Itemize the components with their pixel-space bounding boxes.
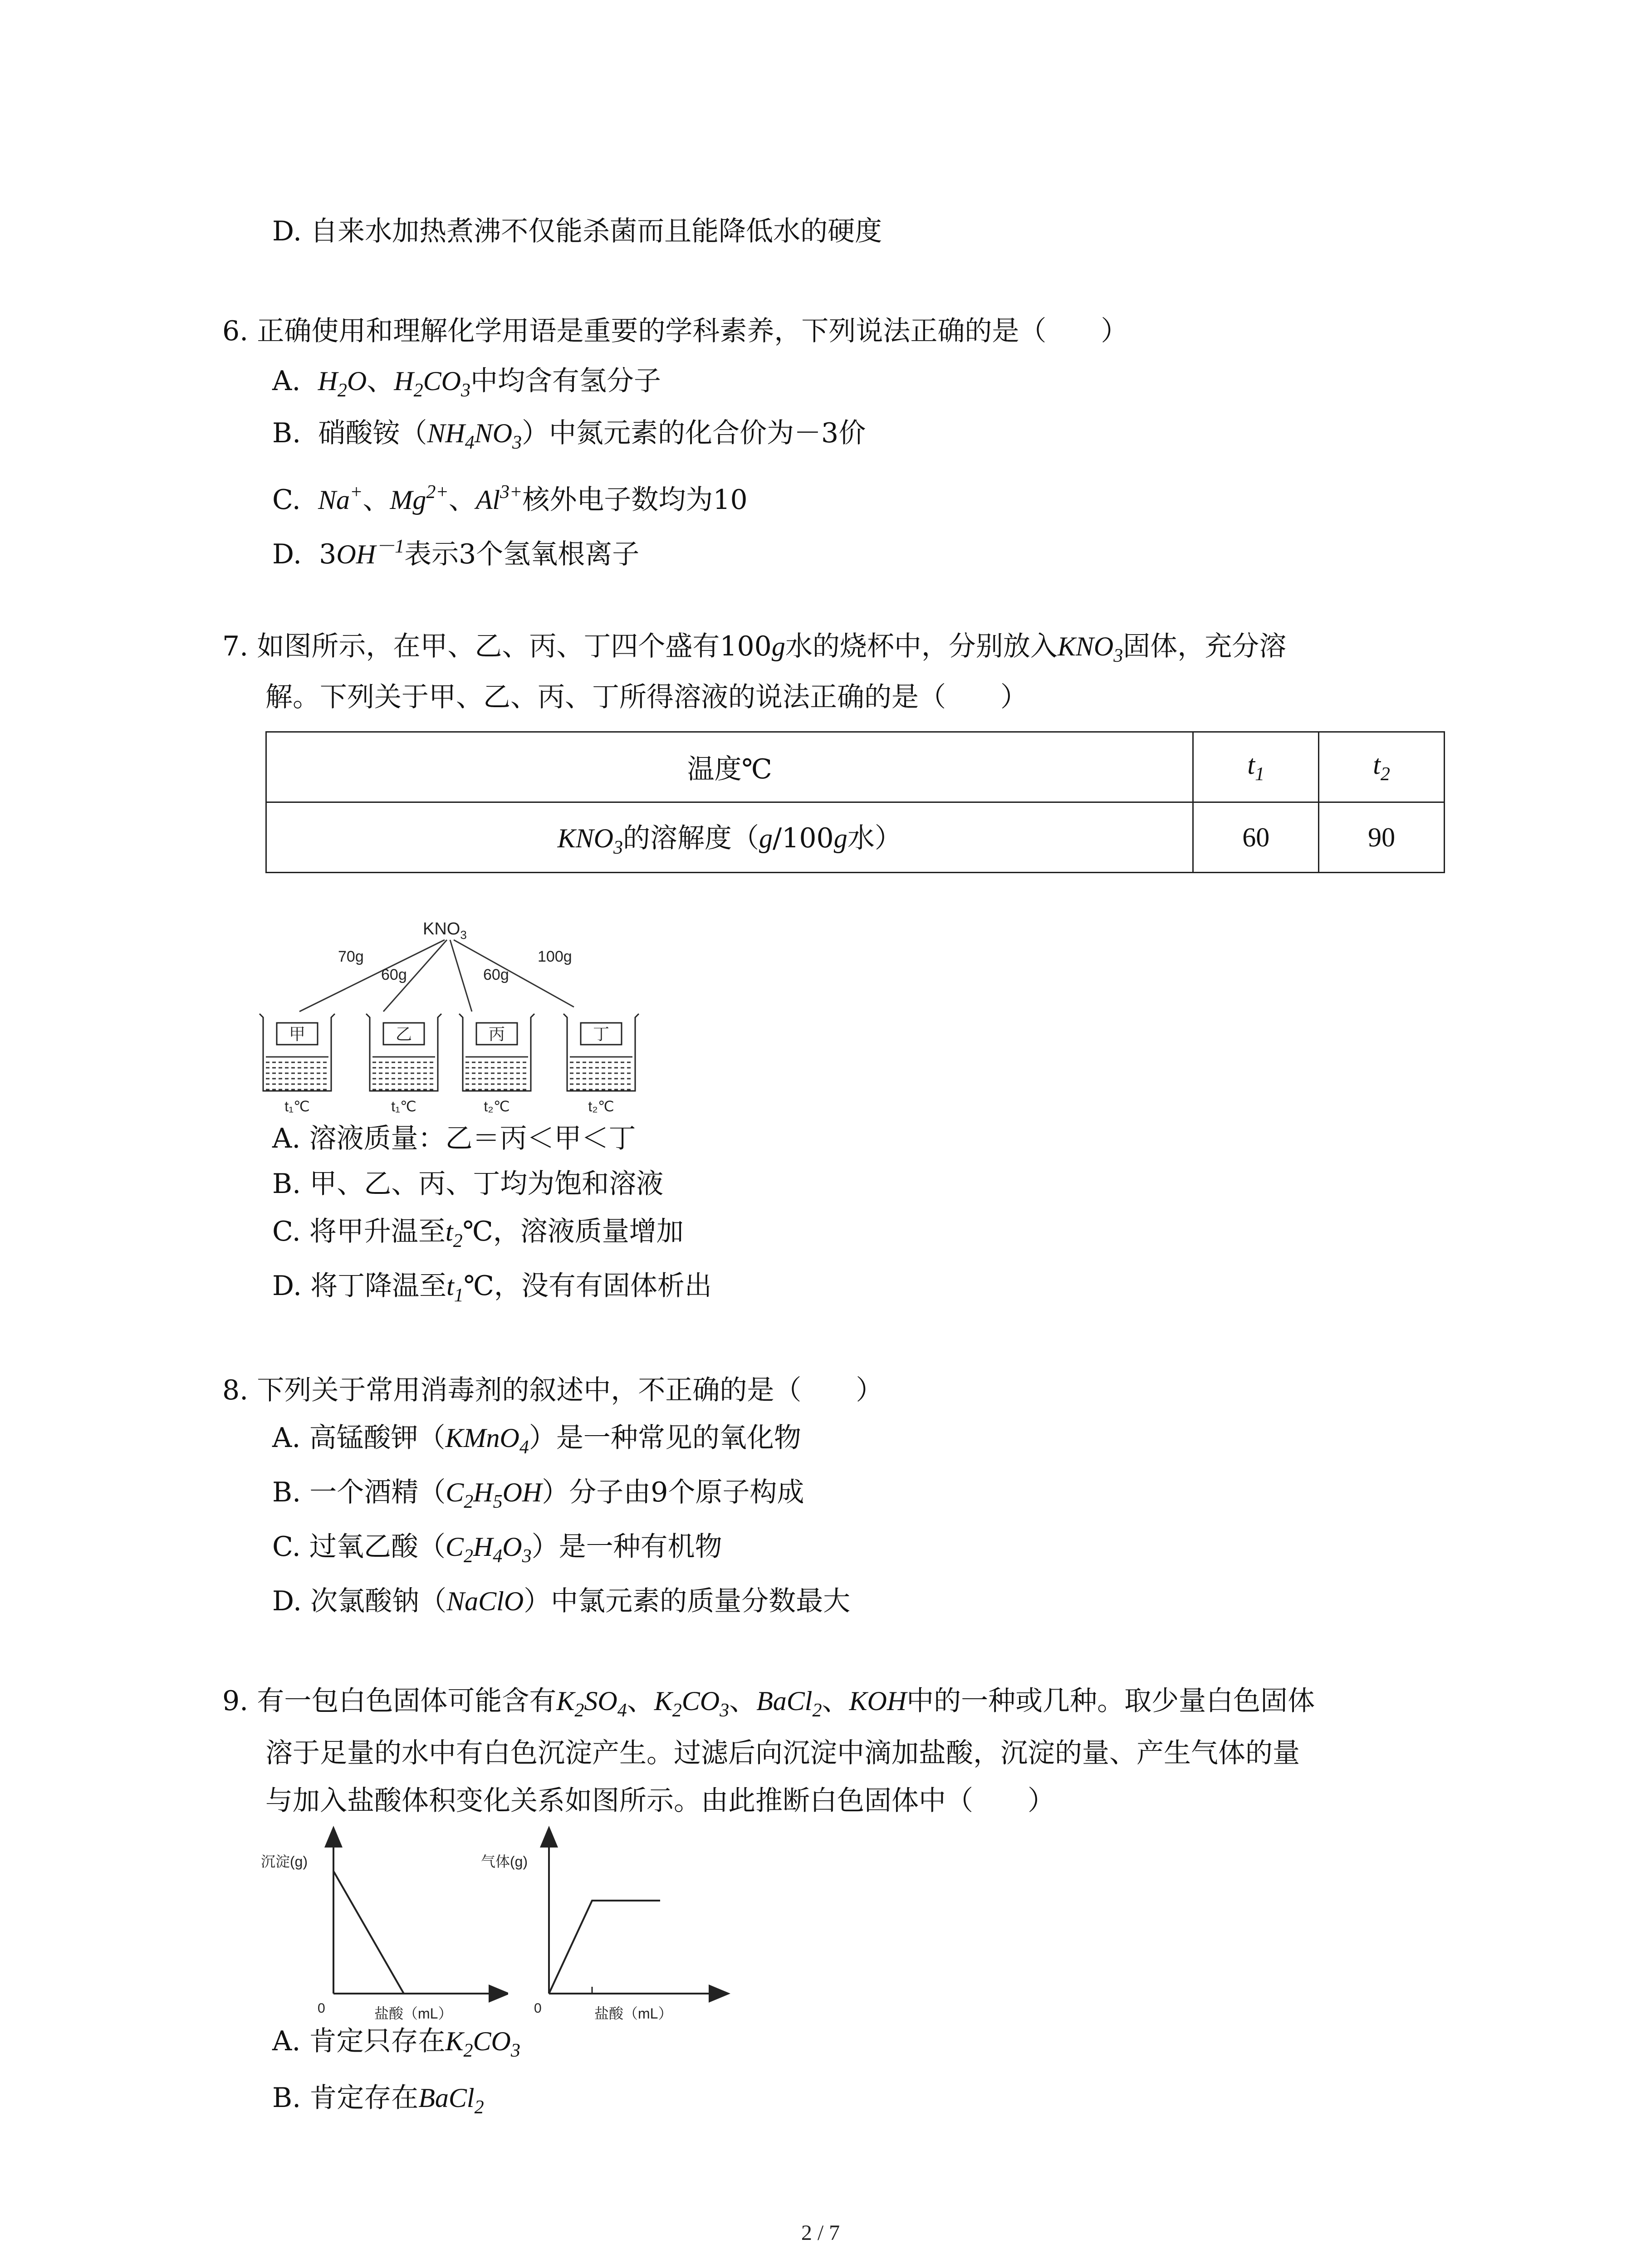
q6-option-c: C. Na+、$Mg^{2+}$、$Al^{3+}$核外电子数均为10 — [272, 482, 748, 516]
table-cell-t2: 90 — [1319, 802, 1445, 873]
table-header-temp: 温度℃ — [266, 732, 1193, 802]
amount-jia: 70g — [338, 948, 364, 965]
q6-option-a: A. $H_2O$、$H_2CO_3$中均含有氢分子 — [272, 365, 661, 401]
page-number: 2 / 7 — [801, 2221, 840, 2245]
beaker-3 — [459, 1014, 534, 1114]
q8-option-c: C. 过氧乙酸$(C_2H_4O_3)$是一种有机物 — [272, 1531, 722, 1567]
q7-option-a: A. 溶液质量：乙＝丙＜甲＜丁 — [272, 1123, 636, 1154]
beaker-temp: t₁℃ — [391, 1098, 416, 1114]
q6-stem: 6. 正确使用和理解化学用语是重要的学科素养，下列说法正确的是（ ） — [222, 315, 1128, 347]
table-row-label: $KNO_3$的溶解度（g/100g水） — [266, 802, 1193, 873]
beaker-4 — [563, 1014, 639, 1114]
q7-option-d: D. 将丁降温至$t_1℃$，没有有固体析出 — [272, 1270, 712, 1306]
beaker-label: 甲 — [289, 1025, 306, 1043]
table-cell-t1: 60 — [1193, 802, 1319, 873]
beaker-temp: t₁℃ — [284, 1098, 310, 1114]
beakers-figure — [254, 912, 662, 1129]
q9-option-a: A. 肯定只存在$K_2CO_3$ — [272, 2025, 520, 2061]
q9-stem-line2: 溶于足量的水中有白色沉淀产生。过滤后向沉淀中滴加盐酸，沉淀的量、产生气体的量 — [265, 1737, 1300, 1769]
q8-stem: 8. 下列关于常用消毒剂的叙述中，不正确的是（ ） — [222, 1374, 883, 1406]
gas-ylabel: 气体(g) — [481, 1853, 528, 1870]
q6-option-b: B. 硝酸铵$(NH_4NO_3)$中氮元素的化合价为－3价 — [272, 417, 866, 453]
beaker-temp: t₂℃ — [588, 1098, 614, 1114]
beaker-temp: t₂℃ — [484, 1098, 510, 1114]
precipitate-xlabel: 盐酸（mL） — [374, 2005, 453, 2022]
beaker-label: 丁 — [593, 1025, 610, 1043]
gas-xlabel: 盐酸（mL） — [594, 2005, 673, 2022]
amount-ding: 100g — [538, 948, 572, 965]
q8-option-a: A. 高锰酸钾（KMnO$_4$）是一种常见的氧化物 — [272, 1422, 801, 1458]
beaker-1 — [260, 1014, 335, 1114]
precipitate-origin: 0 — [318, 2001, 325, 2016]
beaker-2 — [366, 1014, 441, 1114]
q7-option-b: B. 甲、乙、丙、丁均为饱和溶液 — [272, 1168, 664, 1200]
gas-origin: 0 — [534, 2001, 542, 2016]
amount-bing: 60g — [483, 966, 509, 983]
kno3-label: $KNO_3$ — [423, 919, 467, 942]
q7-option-c: C. 将甲升温至$t_2℃$，溶液质量增加 — [272, 1216, 684, 1251]
table-header-t2: $t_2$ — [1319, 732, 1445, 802]
q9-stem-line1: 9. 有一包白色固体可能含有$K_2SO_4$、$K_2CO_3$、BaCl$_2$、KOH中的一种或几种。取少量白色固体 — [222, 1685, 1315, 1721]
q5-option-d: D. 自来水加热煮沸不仅能杀菌而且能降低水的硬度 — [272, 215, 882, 247]
q8-option-d: D. 次氯酸钠（NaClO）中氯元素的质量分数最大 — [272, 1585, 851, 1617]
q9-option-b: B. 肯定存在BaCl$_2$ — [272, 2082, 484, 2118]
amount-yi: 60g — [381, 966, 407, 983]
q7-stem-line1: 7. 如图所示，在甲、乙、丙、丁四个盛有100g水的烧杯中，分别放入$KNO_3$固体，充分溶 — [222, 631, 1287, 666]
precipitate-ylabel: 沉淀(g) — [261, 1853, 308, 1870]
q6-option-d: D. $3OH^{-1}$表示3个氢氧根离子 — [272, 536, 640, 570]
q8-option-b: B. 一个酒精$(C_2H_5OH)$分子由9个原子构成 — [272, 1476, 804, 1512]
q7-stem-line2: 解。下列关于甲、乙、丙、丁所得溶液的说法正确的是（ ） — [265, 681, 1028, 713]
solubility-table — [265, 731, 1445, 873]
gas-graph — [479, 1826, 733, 2025]
table-header-t1: $t_1$ — [1193, 732, 1319, 802]
beaker-label: 乙 — [395, 1025, 412, 1043]
precipitate-graph — [254, 1826, 508, 2025]
beaker-label: 丙 — [488, 1025, 505, 1043]
q9-stem-line3: 与加入盐酸体积变化关系如图所示。由此推断白色固体中（ ） — [265, 1785, 1055, 1817]
